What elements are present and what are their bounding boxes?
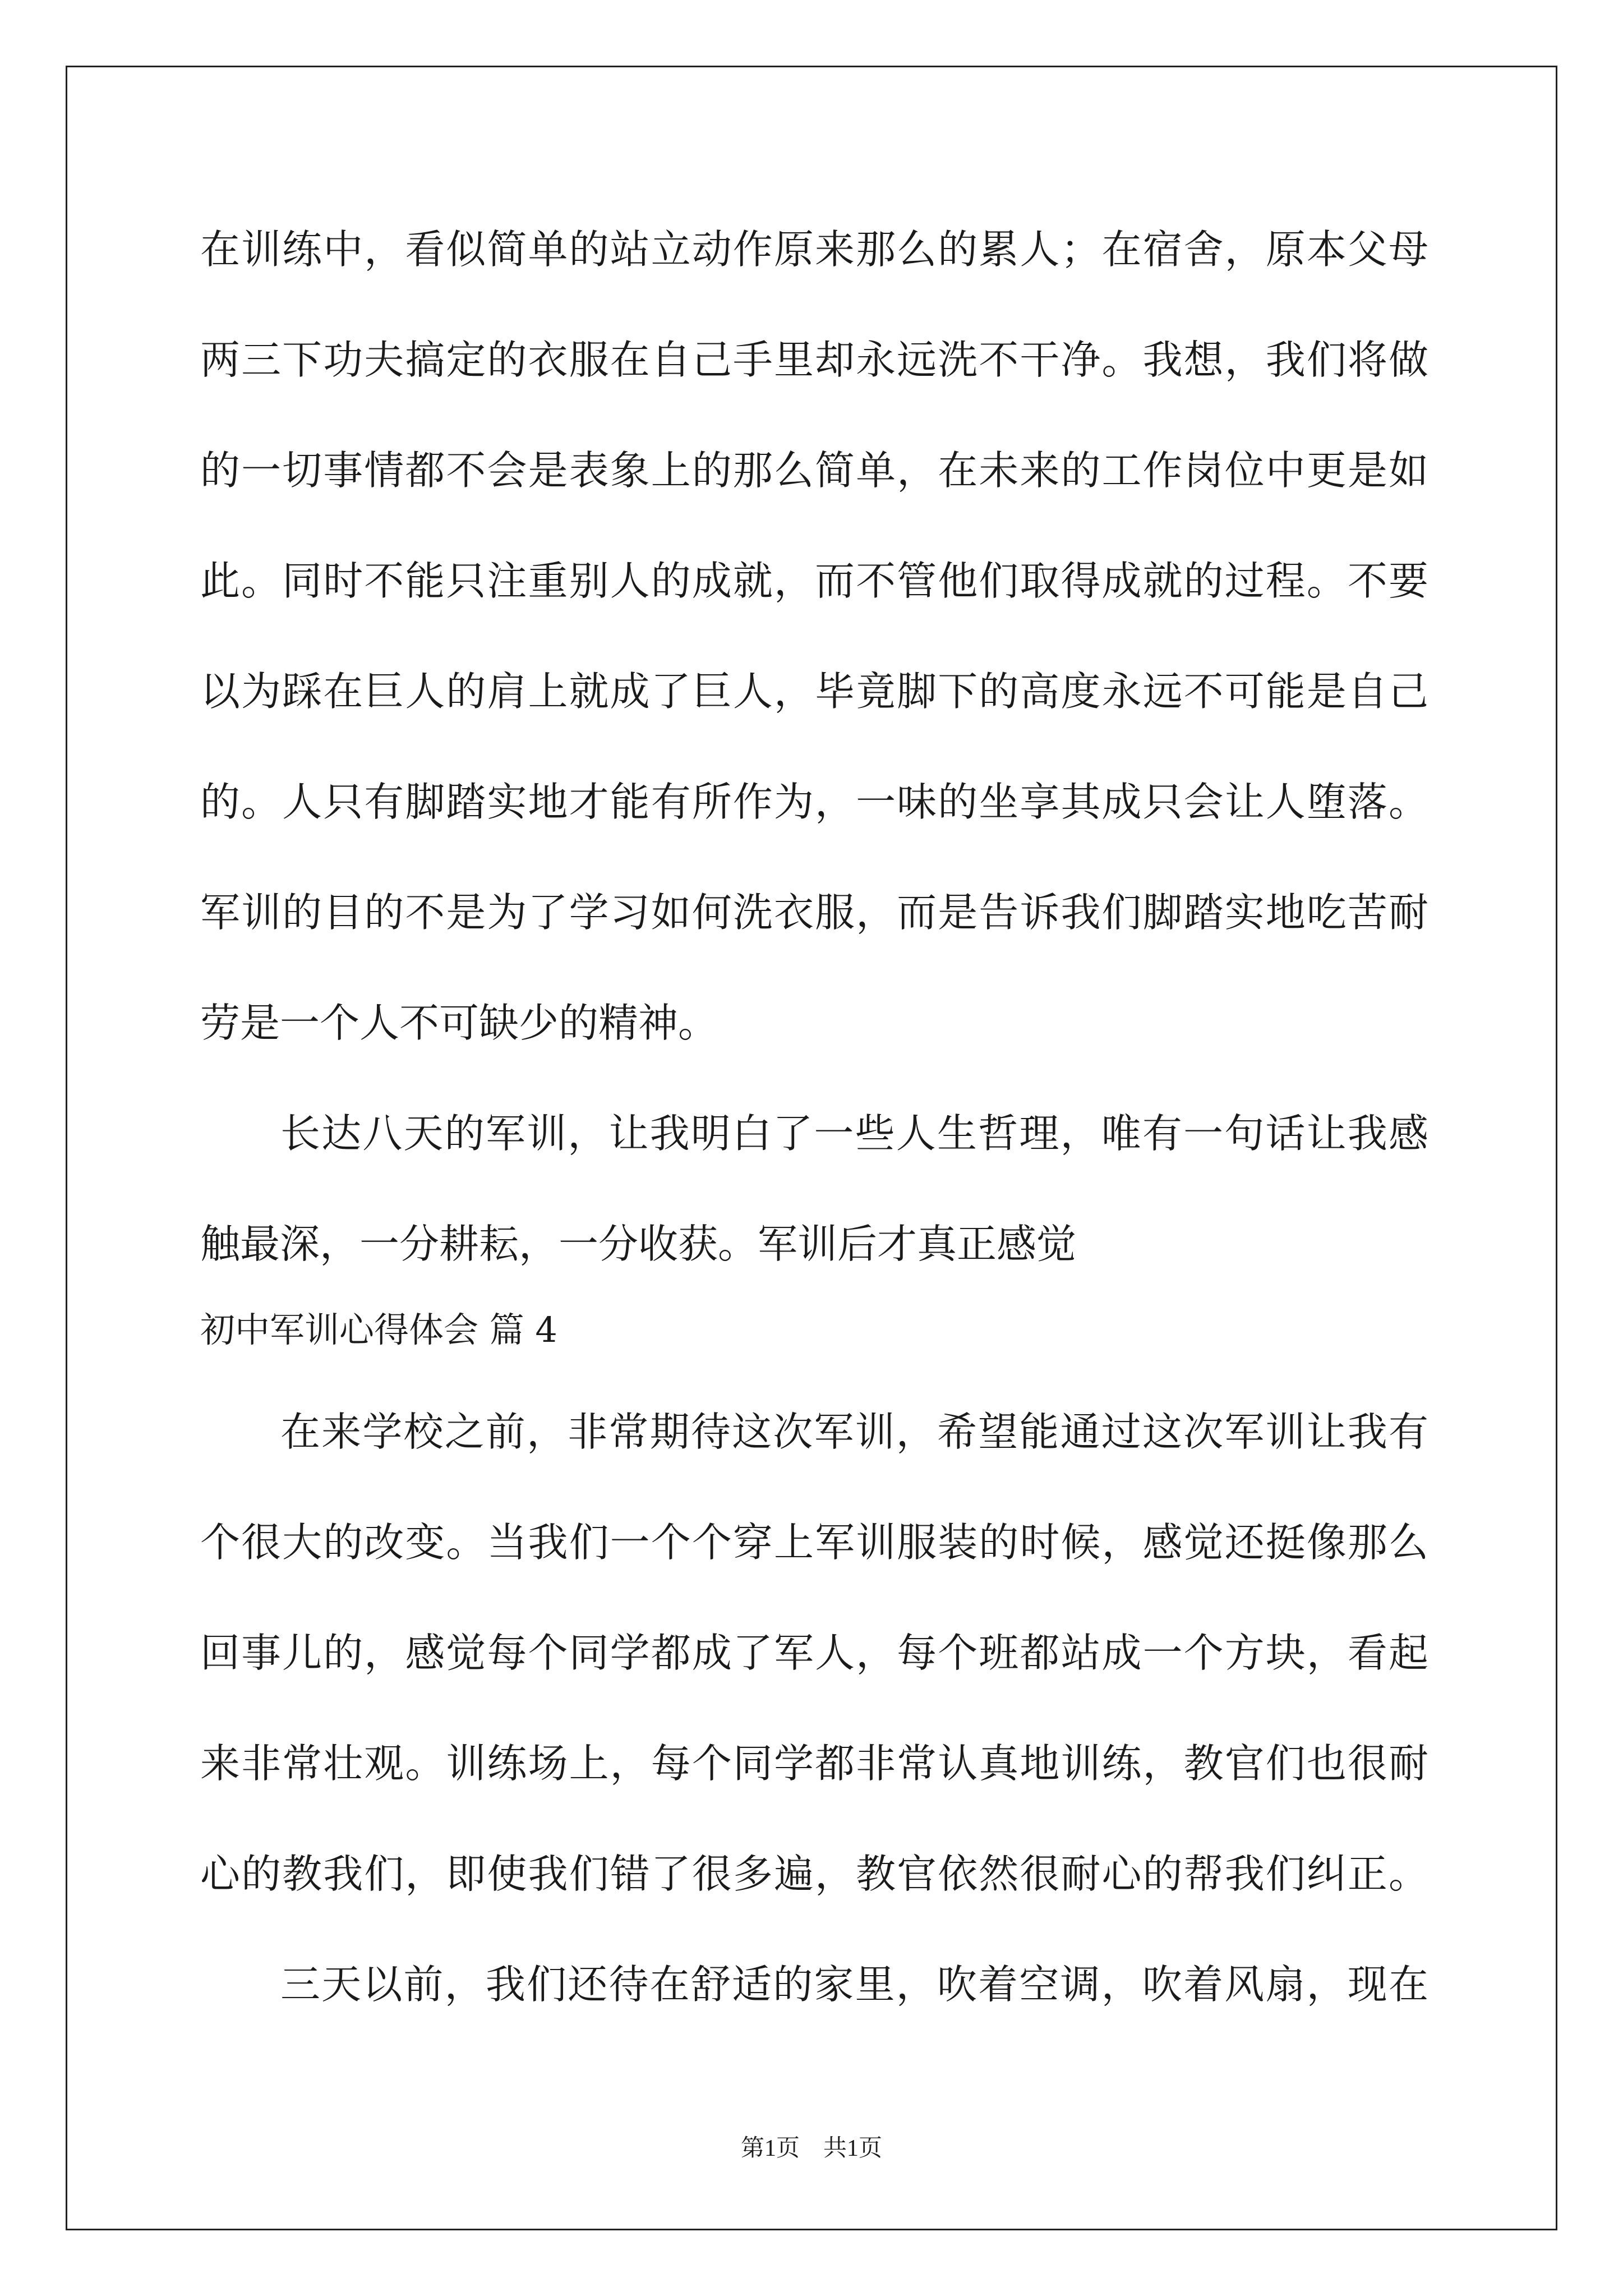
text-line: 触最深，一分耕耘，一分收获。军训后才真正感觉: [200, 1221, 1077, 1267]
text-line: 军训的目的不是为了学习如何洗衣服，而是告诉我们脚踏实地吃苦耐: [200, 889, 1428, 936]
text-line: 在训练中，看似简单的站立动作原来那么的累人；在宿舍，原本父母: [200, 226, 1428, 273]
text-line: 三天以前，我们还待在舒适的家里，吹着空调，吹着风扇，现在: [280, 1961, 1428, 2008]
text-line: 来非常壮观。训练场上，每个同学都非常认真地训练，教官们也很耐: [200, 1740, 1428, 1787]
text-line: 此。同时不能只注重别人的成就，而不管他们取得成就的过程。不要: [200, 558, 1428, 604]
text-line: 心的教我们，即使我们错了很多遍，教官依然很耐心的帮我们纠正。: [200, 1851, 1428, 1897]
section-heading: 初中军训心得体会 篇 4: [200, 1309, 557, 1350]
text-line: 两三下功夫搞定的衣服在自己手里却永远洗不干净。我想，我们将做: [200, 337, 1428, 383]
text-line: 劳是一个人不可缺少的精神。: [200, 1000, 718, 1046]
text-line: 的一切事情都不会是表象上的那么简单，在未来的工作岗位中更是如: [200, 447, 1428, 494]
text-line: 回事儿的，感觉每个同学都成了军人，每个班都站成一个方块，看起: [200, 1630, 1428, 1676]
text-line: 以为踩在巨人的肩上就成了巨人，毕竟脚下的高度永远不可能是自己: [200, 668, 1428, 715]
text-line: 在来学校之前，非常期待这次军训，希望能通过这次军训让我有: [280, 1409, 1428, 1455]
text-line: 长达八天的军训，让我明白了一些人生哲理，唯有一句话让我感: [280, 1110, 1428, 1157]
text-line: 个很大的改变。当我们一个个穿上军训服装的时候，感觉还挺像那么: [200, 1519, 1428, 1566]
text-line: 的。人只有脚踏实地才能有所作为，一味的坐享其成只会让人堕落。: [200, 779, 1428, 825]
page-footer: 第1页 共1页: [740, 2136, 882, 2161]
